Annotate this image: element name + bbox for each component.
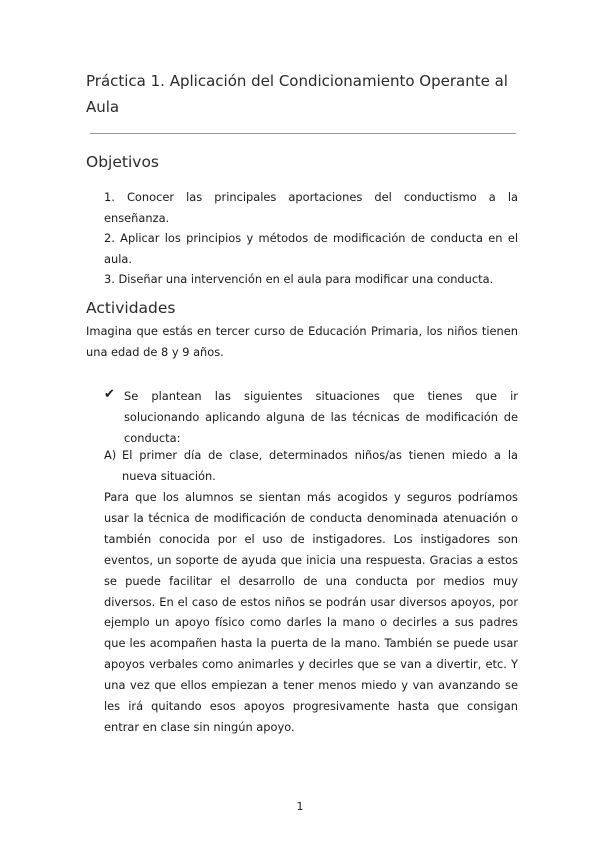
body-paragraph: Para que los alumnos se sientan más acogidos y seguros podríamos usar la técnica de modificación de conducta denominada atenuación o también conocida por el uso de instigadores. Los instigadores son eventos, un soporte de ayuda que inicia una respuesta. Gracias a estos se puede facilitar el desarrollo de una conducta por medios muy diversos. En el caso de estos niños se podrán usar diversos apoyos, por ejemplo un apoyo físico como darles la mano o decirles a sus padres que les acompañen hasta la puerta de la mano. También se puede usar apoyos verbales como animarles y decirles que se van a divertir, etc. Y una vez que ellos empiezan a tener menos miedo y van avanzando se les irá quitando esos apoyos progresivamente hasta que consigan entrar en clase sin ningún apoyo.: [104, 490, 518, 734]
check-icon: ✔: [104, 387, 115, 402]
situation-text: El primer día de clase, determinados niños/as tienen miedo a la nueva situación.: [122, 448, 518, 483]
objectives-heading: Objetivos: [86, 153, 159, 171]
title-divider: [90, 133, 516, 134]
page-number: 1: [296, 800, 304, 813]
situation-letter: A): [104, 448, 117, 462]
objective-item: 1. Conocer las principales aportaciones del conductismo a la enseñanza.: [104, 190, 518, 225]
activities-heading: Actividades: [86, 299, 176, 317]
objectives-list: [104, 187, 518, 290]
document-title: Práctica 1. Aplicación del Condicionamiento Operante al Aula: [86, 72, 508, 116]
check-item-text: Se plantean las siguientes situaciones que tienes que ir solucionando aplicando alguna de las técnicas de modificación de conducta:: [124, 389, 518, 445]
check-list-item: [104, 386, 518, 449]
intro-paragraph: Imagina que estás en tercer curso de Educación Primaria, los niños tienen una edad de 8 y 9 años.: [86, 324, 518, 359]
situation-item: [104, 445, 518, 487]
objective-item: 2. Aplicar los principios y métodos de modificación de conducta en el aula.: [104, 231, 518, 266]
objective-item: 3. Diseñar una intervención en el aula para modificar una conducta.: [104, 272, 494, 286]
